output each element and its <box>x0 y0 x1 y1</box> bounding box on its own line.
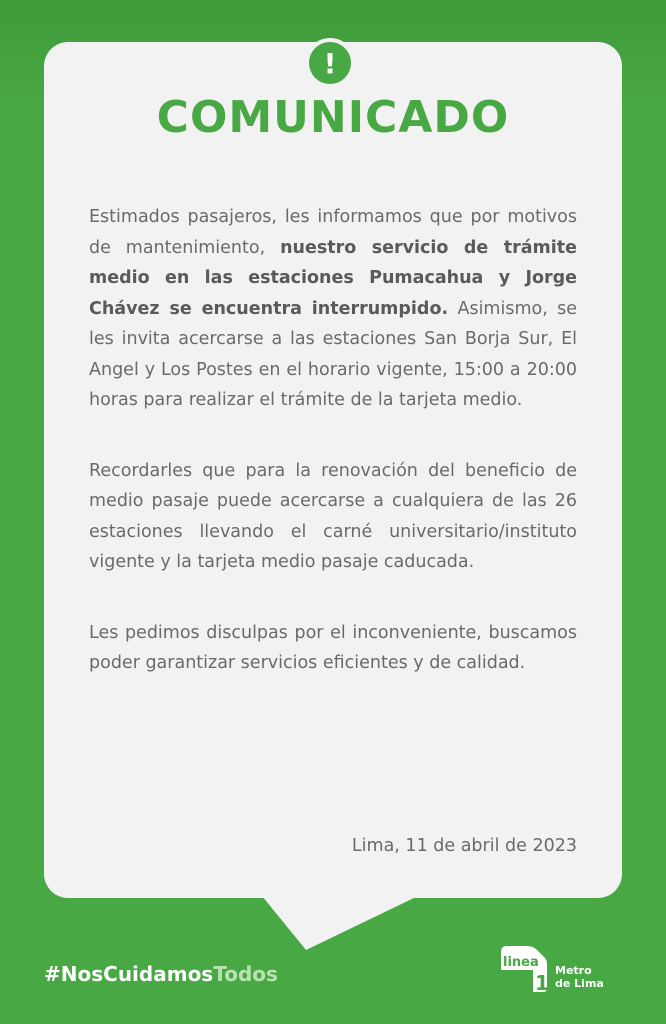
metro-de-lima-logo <box>497 944 625 998</box>
exclamation-icon <box>305 38 355 88</box>
linea-1-logo-icon <box>497 944 549 994</box>
paragraph-1 <box>89 202 577 416</box>
hashtag <box>44 962 278 986</box>
hashtag-main: #NosCuidamos <box>44 962 214 986</box>
logo-number: 1 <box>535 971 549 994</box>
paragraph-1-rest: Asimismo, se les invita acercarse a las estaciones San Borja Sur, El Angel y Los Postes en el horario vigente, 15:00 a 20:00 horas para realizar el trámite de la tarjeta medio. <box>89 298 578 410</box>
exclamation-glyph: ! <box>323 46 337 80</box>
paragraph-1-bold: nuestro servicio de trámite medio en las estaciones Pumacahua y Jorge Chávez se encuentra interrumpido. <box>89 237 578 319</box>
paragraph-3: Les pedimos disculpas por el inconveniente, buscamos poder garantizar servicios eficientes y de calidad. <box>89 622 577 673</box>
logo-line-1: Metro <box>555 964 592 977</box>
notice-date: Lima, 11 de abril de 2023 <box>351 836 577 856</box>
notice-body <box>89 202 577 719</box>
notice-title: COMUNICADO <box>156 92 510 143</box>
speech-bubble-tail <box>262 896 418 950</box>
logo-text <box>555 964 604 990</box>
hashtag-accent: Todos <box>213 962 278 986</box>
logo-word: linea <box>503 955 539 970</box>
paragraph-2: Recordarles que para la renovación del beneficio de medio pasaje puede acercarse a cualquiera de las 26 estaciones llevando el carné universitario/instituto vigente y la tarjeta medio pasaje caducada. <box>89 460 577 572</box>
logo-line-2: de Lima <box>555 977 604 990</box>
paragraph-1-intro: Estimados pasajeros, les informamos que por motivos de mantenimiento, <box>89 207 577 258</box>
